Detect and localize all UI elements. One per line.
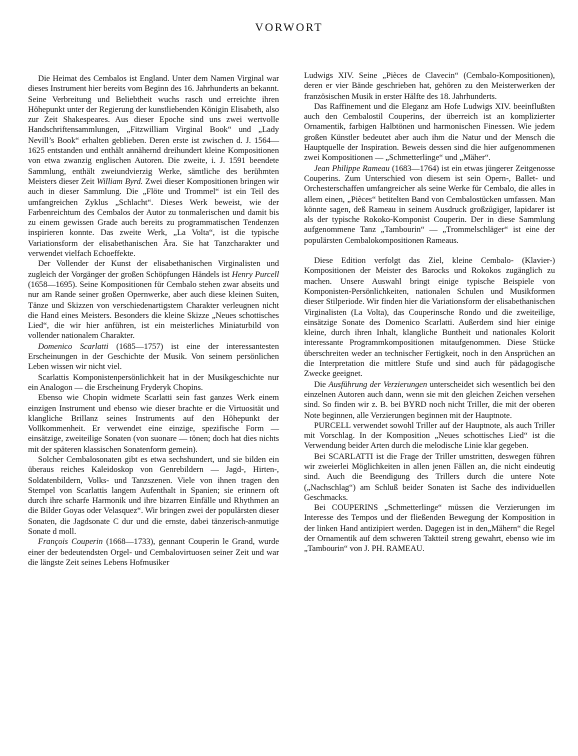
paragraph: Die Heimat des Cembalos ist England. Unter dem Namen Virginal war dieses Instrument hier bereits vom Beginn des 16. Jahrhunderts an bekannt. Seine Verbreitung und Beliebtheit wuchs rasch und erreichte ihren Höhepunkt unter der Regierung der kunstliebenden Königin Elisabeth, also zur Zeit Shakespeares. Aus dieser Epoche sind uns zwei wertvolle Handschriftensammlungen, „Fitzwilliam Virginal Book“ und „Lady Nevill’s Book“ erhalten geblieben. Deren erste ist zwischen d. J. 1564—1625 entstanden und enthält annähernd dreihundert kleine Kompositionen von etwa zwanzig englischen Autoren. Die zweite, i. J. 1591 beendete Sammlung, enthält zweiundvierzig Werke, sämtliche des berühmten Meisters dieser Zeit William Byrd. Zwei dieser Kompositionen bringen wir auch in dieser Sammlung. Die „Flöte und Trommel“ ist ein Teil des umfangreichen Zyklus „Schlacht“. Dieses Werk beweist, wie der Farbenreichtum des Cembalos der Autor zu tonmalerischen und damit bis zu einem gewissen Grade auch bereits zu programmatischen Tendenzen inspirieren konnte. Das zweite Werk, „La Volta“, ist die typische Variationsform der elisabethanischen Ära. Sie hat Tanzcharakter und verwendet vielfach Echoeffekte. (28, 74, 279, 259)
left-column (28, 74, 279, 568)
paragraph: Ludwigs XIV. Seine „Pièces de Clavecin“ (Cembalo-Kompositionen), deren er vier Bände geschrieben hat, gehören zu den Meisterwerken der französischen Musik in erster Hälfte des 18. Jahrhunderts. (304, 71, 555, 101)
paragraph: Jean Philippe Rameau (1683—1764) ist ein etwas jüngerer Zeitgenosse Couperins. Zum Unterschied von diesem ist sein Opern-, Ballet- und Orchesterschaffen umfangreicher als seine Werke für Cembalo, die alles in allem einen, „Pièces“ betitelten Band von Cembalostücken umfassen. Man könnte sagen, deß Rameau in seinem Ausdruck großzügiger, lapidarer ist als der typische Rokoko-Komponist Couperin. Der in diese Sammlung aufgenommene Tanz „Tambourin“ — „Trommelschläger“ ist eine der populärsten Cembalokompositionen Rameaus. (304, 163, 555, 245)
paragraph: Das Raffinement und die Eleganz am Hofe Ludwigs XIV. beeinflußten auch den Cembalostil Couperins, der überreich ist an komplizierter Ornamentik, farbigen Halbtönen und harmonischen Finessen. Wie jedem großen Künstler bedeutet aber auch ihm die Natur und der Mensch die Hauptquelle der Inspiration. Beweis dessen sind die hier aufgenommenen zwei Kompositionen — „Schmetterlinge“ und „Mäher“. (304, 101, 555, 163)
paragraph: Die Ausführung der Verzierungen unterscheidet sich wesentlich bei den einzelnen Autoren auch dann, wenn sie mit den gleichen Zeichen versehen sind. So finden wir z. B. bei BYRD noch nicht Triller, die mit der oberen Note beginnen, alle Verzierungen beginnen mit der Hauptnote. (304, 379, 555, 420)
page-title: VORWORT (254, 22, 323, 34)
paragraph: Scarlattis Komponistenpersönlichkeit hat in der Musikgeschichte nur ein Analogon — die Erscheinung Fryderyk Chopins. (28, 372, 279, 392)
paragraph: PURCELL verwendet sowohl Triller auf der Hauptnote, als auch Triller mit Vorschlag. In der Komposition „Neues schottisches Lied“ ist die Verwendung beider Arten durch die melodische Linie klar gegeben. (304, 420, 555, 451)
right-column (304, 71, 555, 555)
paragraph: Der Vollender der Kunst der elisabethanischen Virginalisten und zugleich der Vorgänger der großen Schöpfungen Händels ist Henry Purcell (1658—1695). Seine Kompositionen für Cembalo stehen zwar abseits und nur am Rande seiner großen Opernwerke, aber auch diese kleinen Suiten, Tänze und Skizzen von verschiedenartigstem Charakter verleugnen nicht die Hand eines Meisters. Besonders die kleine Skizze „Neues schottisches Lied“, die wir hier anführen, ist ein meisterliches Miniaturbild von vollender nationalem Charakter. (28, 259, 279, 341)
paragraph: Diese Edition verfolgt das Ziel, kleine Cembalo- (Klavier-) Kompositionen der Meister des Barocks und Rokokos zugänglich zu machen. Unsere Auswahl bringt einige typische Beispiele von Komponisten-Persönlichkeiten, nationalen Schulen und Musikformen dieser Stilperiode. Wir finden hier die Variationsform der elisabethanischen Virginalisten (La Volta), das Couperinsche Rondo und die zweiteilige, einsätzige Sonate des Domenico Scarlatti. Außerdem sind hier einige kleine, durch ihren Inhalt, klangliche Buntheit und nationales Kolorit interessante Programmkompositionen mitaufgenommen. Diese Stücke überschreiten weder an technischer Fertigkeit, noch in den Ansprüchen an die Interpretation die mittlere Stufe und sind auch für pädagogische Zwecke geeignet. (304, 256, 555, 379)
paragraph: Bei SCARLATTI ist die Frage der Triller umstritten, deswegen führen wir zweierlei Möglichkeiten in allen jenen Fällen an, die nicht eindeutig sind. Auch die Beendigung des Trillers durch die untere Note („Nachschlag“) am Schluß beider Sonaten ist Sache des individuellen Geschmacks. (304, 451, 555, 502)
paragraph: Bei COUPERINS „Schmetterlinge“ müssen die Verzierungen im Interesse des Tempos und der fließenden Bewegung der Komposition in der linken Hand antizipiert werden. Dagegen ist in den„Mähern“ die Regel der Ornamentik auf dem schweren Taktteil streng gewahrt, ebenso wie im „Tambourin“ von J. PH. RAMEAU. (304, 503, 555, 554)
paragraph: Ebenso wie Chopin widmete Scarlatti sein fast ganzes Werk einem einzigen Instrument und ebenso wie dieser brachte er die Virtuosität und klangliche Brillanz seines Instruments auf den Höhepunkt der Vollkommenheit. Er verwendet eine einzige, spezifische Form — einsätzige, zweiteilige Sonaten (von suonare — tönen; doch hat dies nichts mit der späteren klassischen Sonatenform gemein). (28, 393, 279, 454)
paragraph: Solcher Cembalosonaten gibt es etwa sechshundert, und sie bilden ein überaus reiches Kaleidoskop von Genrebildern — Jagd-, Hirten-, Soldatenbildern, Volks- und Tanzszenen. Viele von ihnen tragen den Stempel von Scarlattis langem Aufenthalt in Spanien; sie erinnern oft durch ihre scharfe Harmonik und ihre bizarren Einfälle und Rhythmen an die Bilder Goyas oder Velasquez“. Wir bringen zwei der populärsten dieser Sonaten, die Jagdsonate C dur und die ernste, dabei tänzerisch-anmutige Sonate d moll. (28, 454, 279, 537)
paragraph: François Couperin (1668—1733), gennant Couperin le Grand, wurde einer der bedeutendsten Orgel- und Cembalovirtuosen seiner Zeit und war die längste Zeit seines Lebens Hofmusiker (28, 537, 279, 567)
paragraph: Domenico Scarlatti (1685—1757) ist eine der interessantesten Erscheinungen in der Geschichte der Musik. Von seinem persönlichen Leben wissen wir nicht viel. (28, 341, 279, 372)
